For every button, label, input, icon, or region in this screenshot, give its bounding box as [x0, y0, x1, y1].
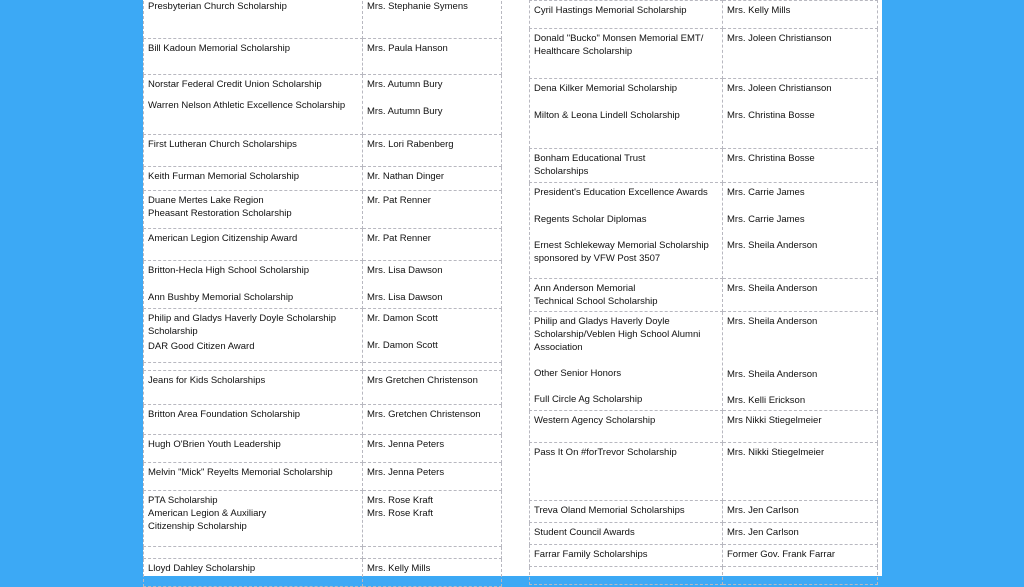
scholarship-cell [530, 1, 723, 29]
contact-name: Mrs. Sheila Anderson [727, 283, 818, 294]
scholarship-name: Other Senior Honors [534, 368, 622, 379]
table-row [530, 443, 878, 501]
scholarship-cell [144, 229, 363, 261]
scholarship-cell [144, 167, 363, 191]
contact-name: Mrs. Lisa Dawson [367, 265, 443, 276]
scholarship-cell [144, 309, 363, 363]
scholarship-name: Scholarship/Veblen High School Alumni [534, 329, 701, 340]
scholarship-name: Association [534, 342, 583, 353]
scholarship-cell [530, 411, 723, 443]
scholarship-cell [530, 312, 723, 411]
contact-name: Mrs. Jenna Peters [367, 439, 445, 450]
contact-cell [363, 405, 502, 435]
contact-name: Mrs. Nikki Stiegelmeier [727, 447, 825, 458]
scholarship-name: Melvin "Mick" Reyelts Memorial Scholarship [148, 467, 333, 478]
scholarship-name: Dena Kilker Memorial Scholarship [534, 83, 678, 94]
contact-cell [723, 183, 878, 279]
contact-name: Mrs. Autumn Bury [367, 79, 443, 90]
table-row [530, 29, 878, 79]
scholarship-name: Philip and Gladys Haverly Doyle Scholarship [148, 313, 336, 324]
table-row [144, 135, 502, 167]
scholarship-cell [144, 405, 363, 435]
contact-cell [363, 559, 502, 587]
contact-name: Mrs. Jen Carlson [727, 505, 799, 516]
scholarship-cell [530, 29, 723, 79]
table-row [144, 167, 502, 191]
table-row [144, 405, 502, 435]
scholarship-cell [144, 39, 363, 75]
scholarship-name: Lloyd Dahley Scholarship [148, 563, 256, 574]
contact-name: Mrs. Kelli Erickson [727, 395, 806, 406]
table-row [144, 463, 502, 491]
scholarship-name: Duane Mertes Lake Region [148, 195, 264, 206]
contact-cell [363, 435, 502, 463]
contact-cell [723, 501, 878, 523]
right-scholarship-table [529, 0, 878, 585]
contact-name: Mrs. Rose Kraft [367, 508, 433, 519]
contact-cell [363, 39, 502, 75]
table-row [530, 545, 878, 567]
contact-name: Mr. Damon Scott [367, 313, 438, 324]
scholarship-cell [144, 547, 363, 559]
scholarship-name: President's Education Excellence Awards [534, 187, 708, 198]
table-row [530, 183, 878, 279]
table-row [144, 75, 502, 135]
contact-name: Mrs Gretchen Christenson [367, 375, 478, 386]
table-row [530, 1, 878, 29]
contact-cell [363, 491, 502, 547]
scholarship-name: Britton-Hecla High School Scholarship [148, 265, 310, 276]
contact-cell [723, 523, 878, 545]
table-row [530, 279, 878, 312]
table-row [144, 191, 502, 229]
contact-cell [363, 463, 502, 491]
contact-name: Mrs. Kelly Mills [727, 5, 791, 16]
table-row [144, 261, 502, 309]
contact-cell [363, 75, 502, 135]
contact-name: Mr. Damon Scott [367, 340, 438, 351]
contact-name: Mrs. Kelly Mills [367, 563, 431, 574]
table-row [530, 523, 878, 545]
table-row [530, 149, 878, 183]
scholarship-name: Scholarship [148, 326, 198, 337]
scholarship-cell [530, 279, 723, 312]
scholarship-name: Technical School Scholarship [534, 296, 658, 307]
table-row [144, 0, 502, 39]
scholarship-name: Western Agency Scholarship [534, 415, 656, 426]
contact-cell [363, 261, 502, 309]
table-row [144, 39, 502, 75]
contact-name: Mr. Pat Renner [367, 195, 431, 206]
contact-cell [363, 167, 502, 191]
scholarship-name: DAR Good Citizen Award [148, 341, 255, 352]
scholarship-name: Warren Nelson Athletic Excellence Scholarship [148, 100, 346, 111]
scholarship-cell [144, 363, 363, 371]
scholarship-name: Healthcare Scholarship [534, 46, 633, 57]
table-row [144, 229, 502, 261]
scholarship-name: Full Circle Ag Scholarship [534, 394, 643, 405]
scholarship-name: Donald "Bucko" Monsen Memorial EMT/ [534, 33, 704, 44]
contact-name: Mrs. Lori Rabenberg [367, 139, 454, 150]
scholarship-name: Norstar Federal Credit Union Scholarship [148, 79, 322, 90]
scholarship-name: Milton & Leona Lindell Scholarship [534, 110, 680, 121]
contact-name: Mrs Nikki Stiegelmeier [727, 415, 822, 426]
table-row [144, 363, 502, 371]
contact-name: Mrs. Rose Kraft [367, 495, 433, 506]
scholarship-name: Scholarships [534, 166, 589, 177]
scholarship-cell [144, 435, 363, 463]
scholarship-name: Presbyterian Church Scholarship [148, 1, 287, 12]
contact-cell [723, 29, 878, 79]
scholarship-cell [144, 463, 363, 491]
scholarship-name: Ann Anderson Memorial [534, 283, 636, 294]
contact-name: Former Gov. Frank Farrar [727, 549, 836, 560]
left-scholarship-table [143, 0, 502, 587]
scholarship-name: Jeans for Kids Scholarships [148, 375, 266, 386]
scholarship-name: Ernest Schlekeway Memorial Scholarship [534, 240, 709, 251]
contact-name: Mrs. Jen Carlson [727, 527, 799, 538]
table-row [144, 559, 502, 587]
scholarship-name: Cyril Hastings Memorial Scholarship [534, 5, 687, 16]
scholarship-name: First Lutheran Church Scholarships [148, 139, 297, 150]
scholarship-name: American Legion & Auxiliary [148, 508, 267, 519]
scholarship-name: Pheasant Restoration Scholarship [148, 208, 292, 219]
contact-name: Mrs. Autumn Bury [367, 106, 443, 117]
scholarship-cell [144, 371, 363, 405]
scholarship-name: Farrar Family Scholarships [534, 549, 648, 560]
contact-cell [363, 363, 502, 371]
scholarship-name: Regents Scholar Diplomas [534, 214, 647, 225]
table-row [530, 411, 878, 443]
contact-cell [723, 1, 878, 29]
scholarship-cell [530, 523, 723, 545]
scholarship-name: Hugh O'Brien Youth Leadership [148, 439, 281, 450]
table-row [144, 309, 502, 363]
table-row [144, 435, 502, 463]
scholarship-cell [144, 0, 363, 39]
scholarship-cell [530, 501, 723, 523]
contact-name: Mrs. Carrie James [727, 214, 805, 225]
contact-cell [723, 411, 878, 443]
table-row [144, 371, 502, 405]
contact-cell [723, 312, 878, 411]
scholarship-name: Philip and Gladys Haverly Doyle [534, 316, 670, 327]
contact-name: Mrs. Gretchen Christenson [367, 409, 481, 420]
contact-name: Mr. Pat Renner [367, 233, 431, 244]
contact-name: Mrs. Carrie James [727, 187, 805, 198]
document-page [143, 0, 882, 576]
table-row [530, 501, 878, 523]
contact-name: Mrs. Stephanie Symens [367, 1, 468, 12]
contact-name: Mrs. Joleen Christianson [727, 83, 832, 94]
contact-cell [363, 191, 502, 229]
scholarship-cell [144, 261, 363, 309]
scholarship-cell [144, 75, 363, 135]
scholarship-name: Bonham Educational Trust [534, 153, 646, 164]
table-row [144, 547, 502, 559]
scholarship-name: Treva Oland Memorial Scholarships [534, 505, 685, 516]
scholarship-name: Bill Kadoun Memorial Scholarship [148, 43, 291, 54]
scholarship-name: Ann Bushby Memorial Scholarship [148, 292, 294, 303]
scholarship-name: sponsored by VFW Post 3507 [534, 253, 661, 264]
contact-cell [363, 0, 502, 39]
table-row [530, 79, 878, 149]
scholarship-name: Citizenship Scholarship [148, 521, 247, 532]
scholarship-name: Pass It On #forTrevor Scholarship [534, 447, 677, 458]
scholarship-name: Britton Area Foundation Scholarship [148, 409, 301, 420]
contact-name: Mrs. Paula Hanson [367, 43, 448, 54]
scholarship-cell [530, 545, 723, 567]
table-row [530, 312, 878, 411]
scholarship-name: American Legion Citizenship Award [148, 233, 298, 244]
contact-cell [723, 279, 878, 312]
scholarship-cell [144, 135, 363, 167]
contact-name: Mrs. Jenna Peters [367, 467, 445, 478]
scholarship-cell [144, 491, 363, 547]
table-row [144, 491, 502, 547]
contact-name: Mrs. Sheila Anderson [727, 369, 818, 380]
scholarship-cell [530, 79, 723, 149]
contact-cell [723, 149, 878, 183]
scholarship-name: Student Council Awards [534, 527, 635, 538]
contact-name: Mrs. Christina Bosse [727, 110, 815, 121]
scholarship-cell [144, 191, 363, 229]
contact-name: Mrs. Christina Bosse [727, 153, 815, 164]
contact-name: Mrs. Joleen Christianson [727, 33, 832, 44]
contact-cell [363, 135, 502, 167]
contact-cell [723, 79, 878, 149]
contact-cell [363, 547, 502, 559]
contact-name: Mrs. Sheila Anderson [727, 240, 818, 251]
scholarship-cell [530, 443, 723, 501]
contact-cell [363, 229, 502, 261]
scholarship-name: Keith Furman Memorial Scholarship [148, 171, 300, 182]
scholarship-cell [144, 559, 363, 587]
contact-cell [723, 545, 878, 567]
contact-name: Mrs. Sheila Anderson [727, 316, 818, 327]
contact-cell [723, 443, 878, 501]
contact-name: Mr. Nathan Dinger [367, 171, 445, 182]
contact-cell [363, 371, 502, 405]
contact-name: Mrs. Lisa Dawson [367, 292, 443, 303]
scholarship-cell [530, 149, 723, 183]
contact-cell [363, 309, 502, 363]
scholarship-name: PTA Scholarship [148, 495, 218, 506]
scholarship-cell [530, 183, 723, 279]
